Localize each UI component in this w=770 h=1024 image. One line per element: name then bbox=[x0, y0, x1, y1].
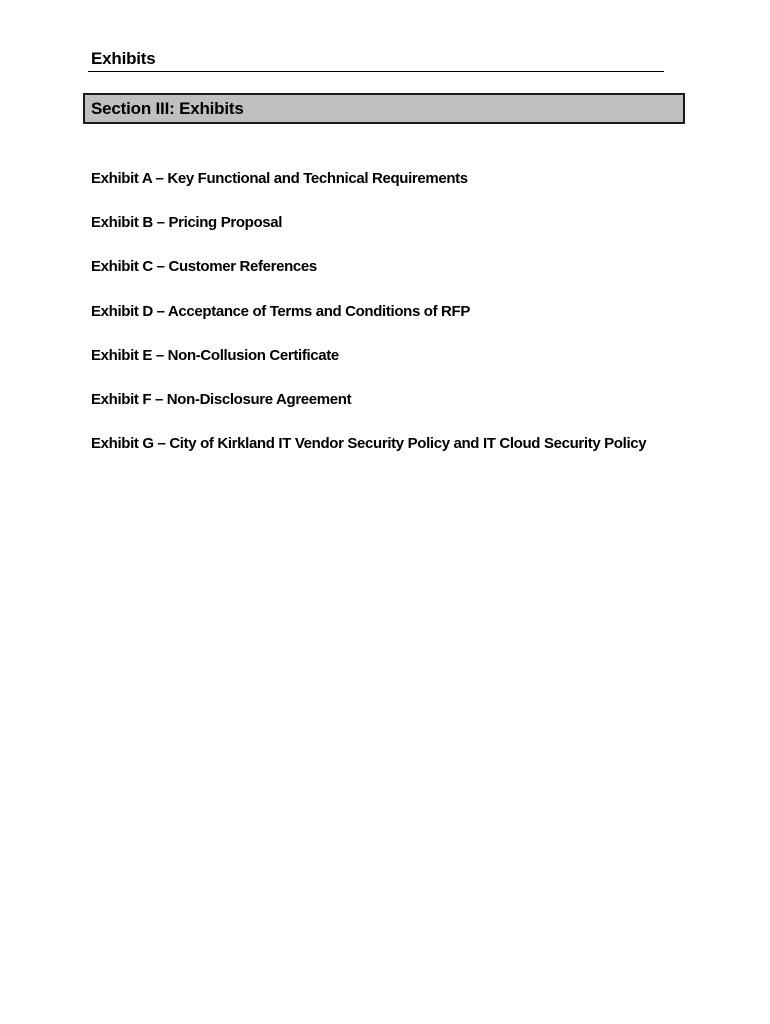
exhibit-f-item: Exhibit F – Non-Disclosure Agreement bbox=[91, 390, 352, 408]
exhibit-g-item: Exhibit G – City of Kirkland IT Vendor Security Policy and IT Cloud Security Policy bbox=[91, 435, 647, 453]
exhibit-b-item: Exhibit B – Pricing Proposal bbox=[91, 214, 283, 232]
section-banner bbox=[83, 93, 685, 124]
exhibit-list bbox=[91, 169, 691, 478]
page-title: Exhibits bbox=[91, 49, 156, 68]
exhibit-d-item: Exhibit D – Acceptance of Terms and Conditions of RFP bbox=[91, 302, 470, 320]
exhibit-c-item: Exhibit C – Customer References bbox=[91, 258, 317, 276]
exhibit-e-item: Exhibit E – Non-Collusion Certificate bbox=[91, 346, 339, 364]
exhibit-a-item: Exhibit A – Key Functional and Technical Requirements bbox=[91, 170, 468, 187]
section-title: Section III: Exhibits bbox=[91, 99, 244, 118]
page-header bbox=[88, 48, 664, 72]
